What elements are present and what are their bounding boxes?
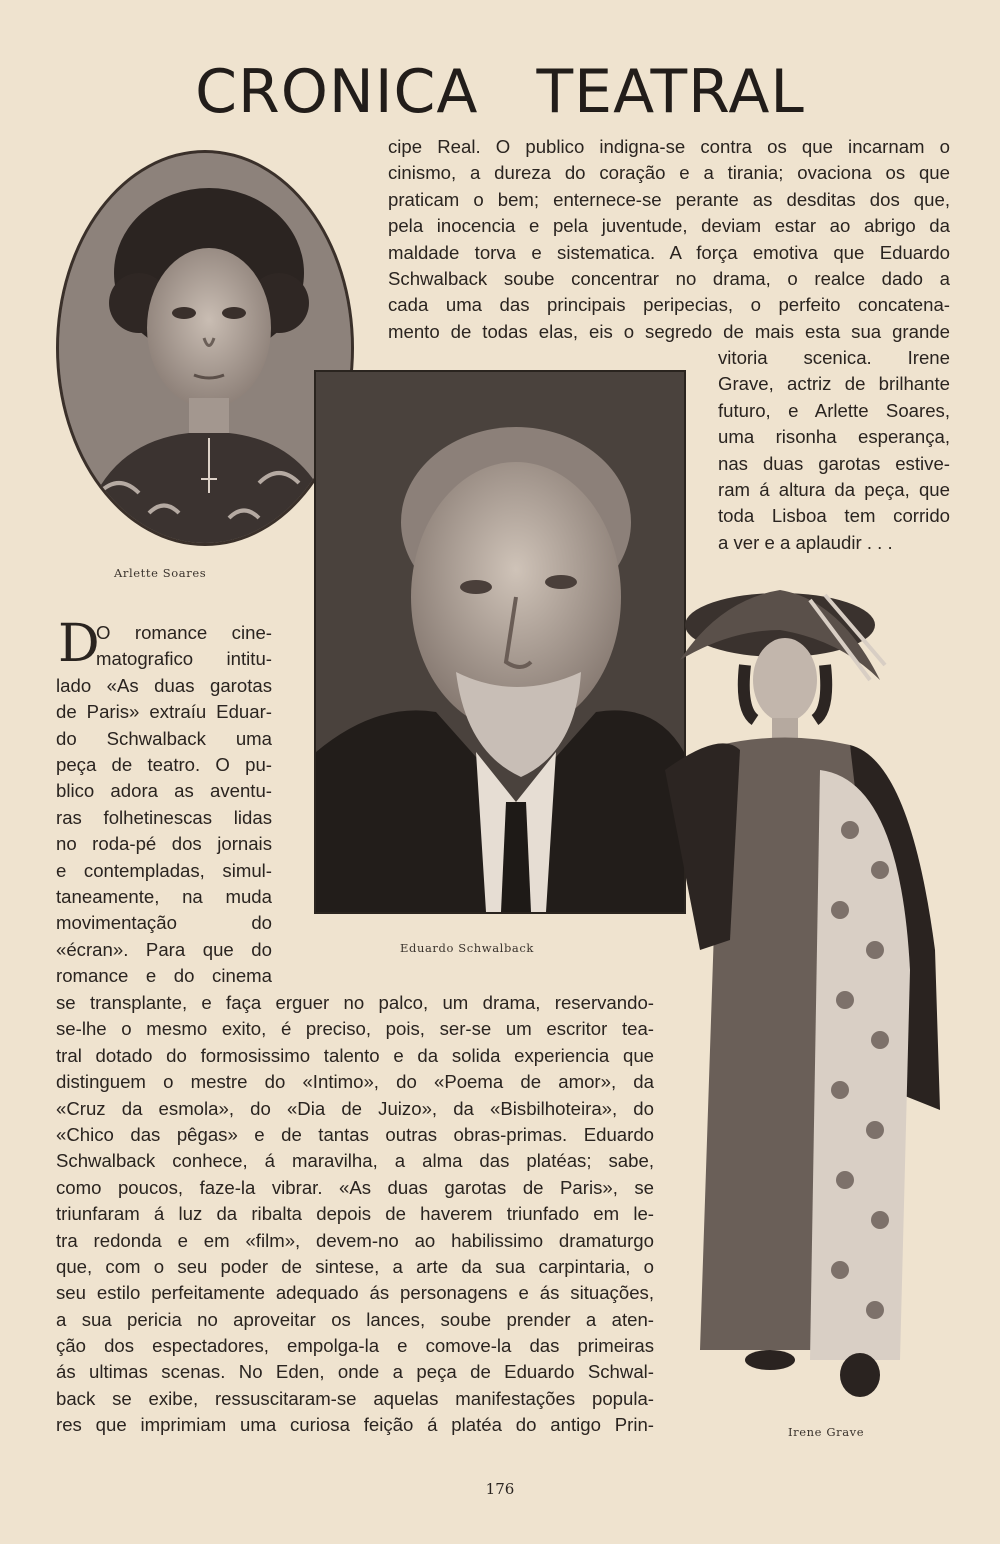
text-line: como poucos, faze-la vibrar. «As duas garotas de Paris», se — [56, 1176, 654, 1198]
text-line: a sua pericia no aproveitar os lances, soube prender a aten- — [56, 1308, 654, 1330]
text-line: se-lhe o mesmo exito, é preciso, pois, ser-se um escritor tea- — [56, 1018, 654, 1040]
text-line: futuro, e Arlette Soares, — [718, 399, 950, 421]
text-line: tra redonda e em «film», devem-no ao habilissimo dramaturgo — [56, 1229, 654, 1251]
page-number: 176 — [485, 1480, 515, 1498]
text-line: back se exibe, ressuscitaram-se aquelas manifestações popula- — [56, 1387, 654, 1409]
text-line: pela inocencia e pela juventude, deviam estar ao abrigo da — [388, 215, 950, 237]
eduardo-portrait-photo — [314, 370, 686, 914]
text-line: uma risonha esperança, — [718, 426, 950, 448]
article-right-block — [718, 345, 950, 556]
text-line: Grave, actriz de brilhante — [718, 373, 950, 395]
arlette-portrait-photo — [56, 150, 354, 546]
text-line: a ver e a aplaudir . . . — [718, 531, 893, 553]
article-bottom-block — [56, 990, 654, 1439]
text-line: se transplante, e faça erguer no palco, um drama, reservando- — [56, 992, 654, 1013]
text-line: nas duas garotas estive- — [718, 452, 950, 474]
text-line: ram á altura da peça, que — [718, 478, 950, 500]
woman-standing-illustration — [660, 570, 960, 1400]
text-line: movimentação do — [56, 912, 272, 934]
text-line: distinguem o mestre do «Intimo», do «Poema de amor», da — [56, 1071, 654, 1093]
text-line: «Chico das pêgas» e de tantas outras obras-primas. Eduardo — [56, 1123, 654, 1145]
text-line: seu estilo perfeitamente adequado ás personagens e ás situações, — [56, 1282, 654, 1304]
text-line: do Schwalback uma — [56, 727, 272, 749]
man-portrait-illustration — [316, 372, 684, 912]
text-line: taneamente, na muda — [56, 885, 272, 907]
irene-standing-photo — [660, 570, 960, 1400]
eduardo-caption: Eduardo Schwalback — [400, 941, 534, 955]
text-line: «Cruz da esmola», do «Dia de Juizo», da «Bisbilhoteira», do — [56, 1097, 654, 1119]
text-line: ção dos espectadores, empolga-la e comove-la das primeiras — [56, 1335, 654, 1357]
text-line: Schwalback conhece, á maravilha, a alma das platéas; sabe, — [56, 1150, 654, 1172]
text-line: cinismo, a dureza do coração e a tirania; ovaciona os que — [388, 162, 950, 184]
text-line: no roda-pé dos jornais — [56, 833, 272, 855]
article-top-block — [388, 134, 950, 345]
page-title: CRONICA TEATRAL — [195, 57, 805, 127]
text-line: O romance cine- — [96, 622, 272, 643]
text-line: matografico intitu- — [96, 648, 272, 670]
text-line: praticam o bem; enternece-se perante as desditas dos que, — [388, 188, 950, 210]
text-line: res que imprimiam uma curiosa feição á platéa do antigo Prin- — [56, 1414, 654, 1436]
text-line: maldade torva e sistematica. A força emotiva que Eduardo — [388, 241, 950, 263]
text-line: cipe Real. O publico indigna-se contra os que incarnam o — [388, 136, 950, 157]
text-line: tral dotado do formosissimo talento e da solida experiencia que — [56, 1044, 654, 1066]
text-line: romance e do cinema — [56, 965, 272, 987]
text-line: mento de todas elas, eis o segredo de mais esta sua grande — [388, 320, 950, 342]
text-line: toda Lisboa tem corrido — [718, 505, 950, 527]
text-line: peça de teatro. O pu- — [56, 753, 272, 775]
text-line: ras folhetinescas lidas — [56, 806, 272, 828]
text-line: e contempladas, simul- — [56, 859, 272, 881]
text-line: ás ultimas scenas. No Eden, onde a peça de Eduardo Schwal- — [56, 1361, 654, 1383]
text-line: Schwalback soube concentrar no drama, o realce dado a — [388, 267, 950, 289]
article-left-block — [56, 614, 272, 989]
text-line: vitoria scenica. Irene — [718, 347, 950, 368]
text-line: cada uma das principais peripecias, o perfeito concatena- — [388, 294, 950, 316]
text-line: que, com o seu poder de sintese, a arte da sua carpintaria, o — [56, 1255, 654, 1277]
irene-caption: Irene Grave — [788, 1425, 865, 1439]
text-line: lado «As duas garotas — [56, 674, 272, 696]
girl-portrait-illustration — [59, 153, 351, 543]
arlette-caption: Arlette Soares — [114, 566, 207, 580]
text-line: blico adora as aventu- — [56, 780, 272, 802]
text-line: de Paris» extraíu Eduar- — [56, 701, 272, 723]
text-line: triunfaram á luz da ribalta depois de haverem triunfado em le- — [56, 1203, 654, 1225]
text-line: «écran». Para que do — [56, 938, 272, 960]
drop-cap: D — [58, 614, 100, 674]
